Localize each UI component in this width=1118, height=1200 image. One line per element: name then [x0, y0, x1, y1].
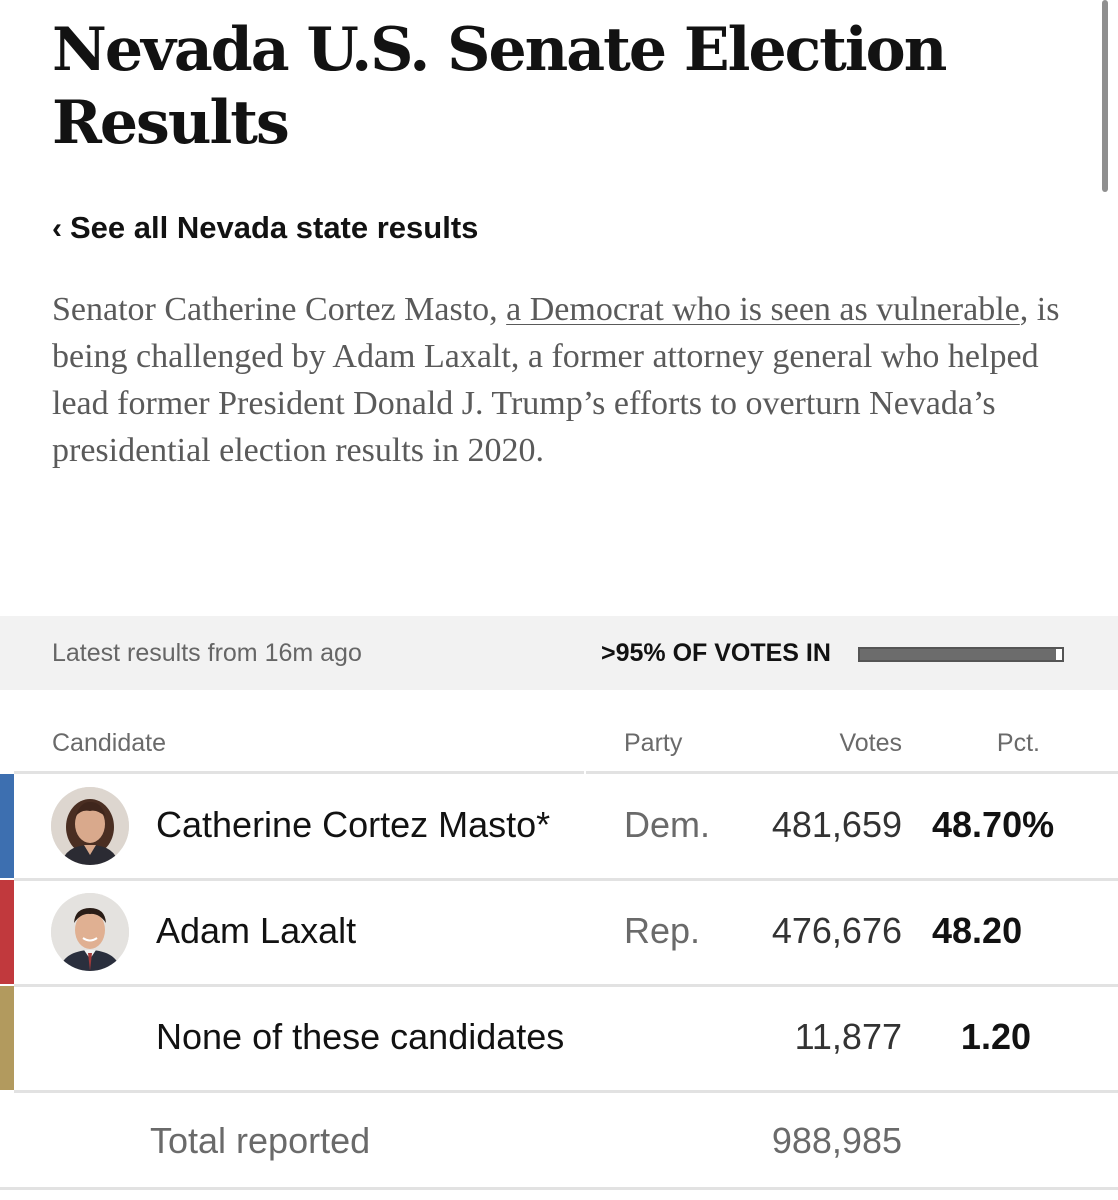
column-header-pct: Pct.	[996, 729, 1040, 757]
votes-reported-progress-fill	[860, 649, 1056, 660]
candidate-name: Adam Laxalt	[156, 910, 357, 951]
candidate-votes: 476,676	[771, 910, 902, 951]
candidate-photo-laxalt	[51, 893, 129, 971]
summary-inline-link[interactable]: a Democrat who is seen as vulnerable	[506, 291, 1020, 328]
votes-reported-label: >95% OF VOTES IN	[601, 639, 831, 667]
page-scrollbar[interactable]	[1102, 0, 1108, 192]
candidate-name: None of these candidates	[156, 1016, 565, 1057]
total-row	[0, 1094, 1118, 1190]
candidate-pct: 1.20	[960, 1016, 1031, 1057]
party-color-stripe	[0, 774, 14, 878]
race-summary	[52, 286, 1062, 474]
row-divider	[14, 1090, 1118, 1093]
candidate-pct: 48.70%	[932, 804, 1055, 845]
votes-reported-progress-bar	[858, 647, 1064, 662]
chevron-left-icon: ‹	[52, 212, 62, 245]
total-label: Total reported	[150, 1120, 371, 1161]
back-link-label: See all Nevada state results	[70, 210, 479, 245]
party-color-stripe	[0, 880, 14, 984]
total-votes: 988,985	[771, 1120, 902, 1161]
summary-text-start: Senator Catherine Cortez Masto,	[52, 291, 507, 328]
see-all-state-results-link[interactable]	[52, 208, 478, 249]
summary-text-end: , is being challenged by Adam Laxalt, a former attorney general who helped lead former President Donald J. Trump’s efforts to overturn Nevada’s presidential election results in 2020.	[52, 291, 1060, 469]
results-status-bar	[0, 616, 1118, 690]
candidate-votes: 11,877	[794, 1016, 902, 1057]
column-header-party: Party	[624, 729, 683, 757]
candidate-avatar	[51, 787, 129, 865]
candidate-avatar	[51, 893, 129, 971]
last-updated-text: Latest results from 16m ago	[52, 639, 362, 667]
candidate-photo-cortez-masto	[51, 787, 129, 865]
table-row	[0, 986, 1118, 1090]
candidate-pct: 48.20	[932, 910, 1023, 951]
table-row	[0, 774, 1118, 878]
candidate-party: Rep.	[624, 910, 701, 951]
page-title: Nevada U.S. Senate Election Results	[52, 15, 946, 158]
row-divider	[0, 1187, 1118, 1190]
party-color-stripe	[0, 986, 14, 1090]
candidate-name: Catherine Cortez Masto*	[156, 804, 551, 845]
table-row	[0, 880, 1118, 984]
column-header-votes: Votes	[839, 729, 902, 757]
column-header-candidate: Candidate	[52, 729, 166, 757]
candidate-party: Dem.	[624, 804, 711, 845]
candidate-votes: 481,659	[771, 804, 902, 845]
